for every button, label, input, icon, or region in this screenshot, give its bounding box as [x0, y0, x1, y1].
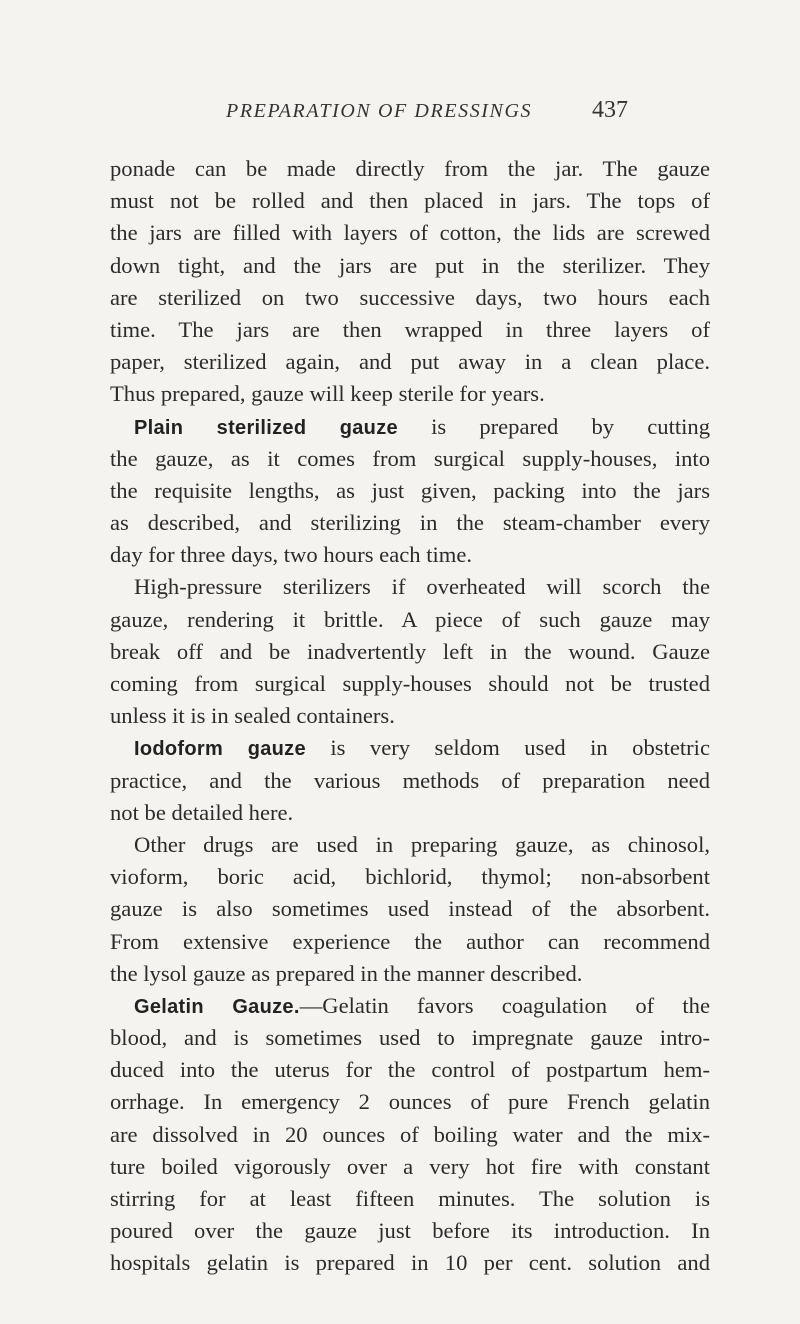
running-head: PREPARATION OF DRESSINGS — [226, 100, 533, 122]
text-run: stirring for at least fifteen minutes. The solution is — [110, 1186, 710, 1211]
text-run: is prepared by cutting — [397, 413, 711, 439]
text-run: Thus prepared, gauze will keep sterile for years. — [110, 381, 545, 407]
text-run: High-pressure sterilizers if overheated will scorch the — [134, 574, 710, 600]
text-line — [110, 185, 710, 217]
text-run: poured over the gauze just before its introduction. In — [110, 1218, 710, 1244]
page-number: 437 — [592, 97, 628, 123]
text-line — [110, 378, 710, 410]
text-run: paper, sterilized again, and put away in a clean place. — [110, 349, 710, 375]
text-run: practice, and the various methods of preparation need — [110, 767, 710, 793]
text-run: day for three days, two hours each time. — [110, 542, 473, 568]
text-run: blood, and is sometimes used to impregnate gauze intro- — [110, 1025, 710, 1051]
text-line — [110, 250, 710, 282]
text-line — [110, 604, 710, 636]
text-run: gauze, rendering it brittle. A piece of such gauze may — [110, 606, 710, 632]
text-run: Other drugs are used in preparing gauze, as chinosol, — [134, 831, 710, 857]
text-line — [110, 1183, 710, 1215]
text-run: hospitals gelatin is prepared in 10 per cent. solution and — [110, 1250, 710, 1276]
text-run: ture boiled vigorously over a very hot fire with constant — [110, 1153, 710, 1179]
text-run: gauze is also sometimes used instead of the absorbent. — [110, 896, 710, 922]
text-line — [110, 668, 710, 700]
text-line — [110, 926, 710, 958]
text-line — [110, 1119, 710, 1151]
text-run: the gauze, as it comes from surgical supply-houses, into — [110, 445, 710, 471]
text-run: From extensive experience the author can recommend — [110, 928, 710, 954]
text-line — [110, 1022, 710, 1054]
text-line — [110, 411, 710, 443]
text-line — [110, 1054, 710, 1086]
text-line — [110, 539, 710, 571]
text-run: vioform, boric acid, bichlorid, thymol; non-absorbent — [110, 864, 710, 890]
text-run: not be detailed here. — [110, 799, 294, 825]
text-run: time. The jars are then wrapped in three layers of — [110, 316, 710, 342]
text-line — [110, 507, 710, 539]
text-run: the lysol gauze as prepared in the manner described. — [110, 960, 583, 986]
text-line — [110, 217, 710, 249]
text-line — [110, 1247, 710, 1279]
text-run: are sterilized on two successive days, two hours each — [110, 284, 710, 310]
text-line — [110, 958, 710, 990]
text-line — [110, 990, 710, 1022]
text-line — [110, 732, 710, 764]
text-run: the requisite lengths, as just given, packing into the jars — [110, 477, 710, 503]
text-run: as described, and sterilizing in the steam-chamber every — [110, 510, 710, 536]
text-line — [110, 346, 710, 378]
text-line — [110, 797, 710, 829]
text-line — [110, 314, 710, 346]
text-run: the jars are filled with layers of cotton, the lids are screwed — [110, 220, 710, 246]
text-run: unless it is in sealed containers. — [110, 703, 395, 729]
text-line — [110, 700, 710, 732]
text-run: break off and be inadvertently left in the wound. Gauze — [110, 638, 710, 664]
text-run: coming from surgical supply-houses should not be trusted — [110, 671, 710, 696]
section-heading: Plain sterilized gauze — [134, 416, 398, 439]
text-run: —Gelatin favors coagulation of the — [299, 992, 710, 1018]
text-line — [110, 443, 710, 475]
text-line — [110, 153, 710, 185]
text-run: are dissolved in 20 ounces of boiling water and the mix- — [110, 1121, 710, 1147]
text-run: orrhage. In emergency 2 ounces of pure French gelatin — [110, 1089, 710, 1115]
text-line — [110, 475, 710, 507]
text-line — [110, 1151, 710, 1183]
text-line — [110, 829, 710, 861]
text-line — [110, 1086, 710, 1118]
text-line — [110, 282, 710, 314]
text-line — [110, 571, 710, 603]
body-text — [110, 153, 710, 1280]
text-run: must not be rolled and then placed in jars. The tops of — [110, 188, 710, 214]
text-run: down tight, and the jars are put in the sterilizer. They — [110, 252, 710, 278]
text-run: duced into the uterus for the control of postpartum hem- — [110, 1057, 710, 1083]
text-line — [110, 1215, 710, 1247]
section-heading: Gelatin Gauze. — [134, 995, 300, 1018]
section-heading: Iodoform gauze — [134, 738, 306, 761]
text-line — [110, 765, 710, 797]
text-run: is very seldom used in obstetric — [305, 735, 710, 761]
text-line — [110, 861, 710, 893]
text-line — [110, 893, 710, 925]
text-run: ponade can be made directly from the jar. The gauze — [110, 156, 710, 181]
text-line — [110, 636, 710, 668]
